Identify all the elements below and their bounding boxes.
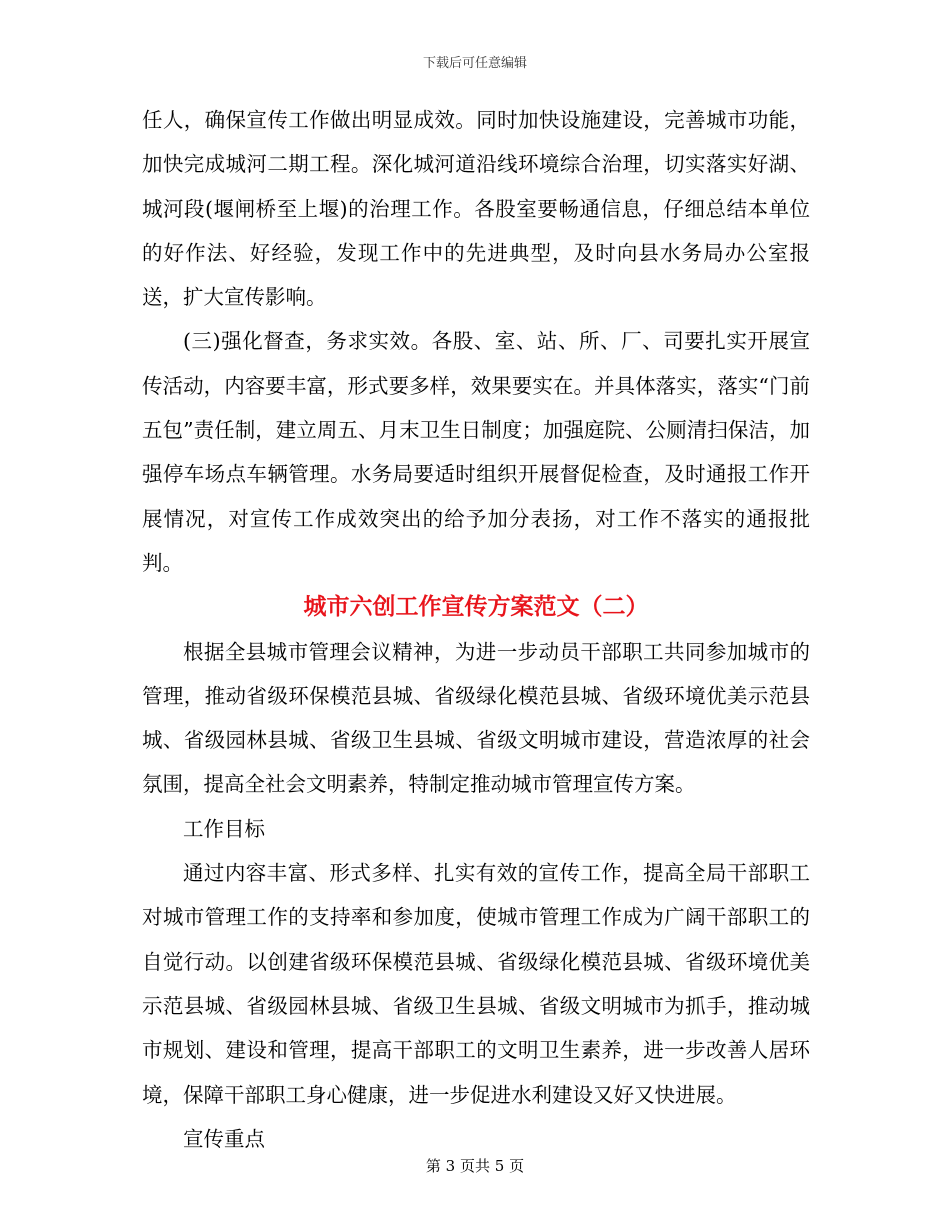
paragraph-work-goal: 通过内容丰富、形式多样、扎实有效的宣传工作，提高全局干部职工对城市管理工作的支持率和参加度，使城市管理工作成为广阔干部职工的自觉行动。以创建省级环保模范县城、省级绿化模范县城、省级环境优美示范县城、省级园林县城、省级卫生县城、省级文明城市为抓手，推动城市规划、建设和管理，提高干部职工的文明卫生素养，进一步改善人居环境，保障干部职工身心健康，进一步促进水利建设又好又快进展。	[142, 861, 810, 1107]
document-body	[142, 98, 810, 1161]
page-number: 第 3 页共 5 页	[425, 1157, 525, 1175]
section-title: 城市六创工作宣传方案范文（二）	[303, 594, 649, 621]
paragraph-continued: 任人，确保宣传工作做出明显成效。同时加快设施建设，完善城市功能，加快完成城河二期工程。深化城河道沿线环境综合治理，切实落实好湖、城河段(堰闸桥至上堰)的治理工作。各股室要畅通信息，仔细总结本单位的好作法、好经验，发现工作中的先进典型，及时向县水务局办公室报送，扩大宣传影响。	[142, 108, 810, 310]
paragraph-intro: 根据全县城市管理会议精神，为进一步动员干部职工共同参加城市的管理，推动省级环保模范县城、省级绿化模范县城、省级环境优美示范县城、省级园林县城、省级卫生县城、省级文明城市建设，营造浓厚的社会氛围，提高全社会文明素养，特制定推动城市管理宣传方案。	[142, 639, 810, 797]
subheading-publicity-focus: 宣传重点	[183, 1126, 265, 1151]
paragraph-supervision: (三)强化督查，务求实效。各股、室、站、所、厂、司要扎实开展宣传活动，内容要丰富，形式要多样，效果要实在。并具体落实，落实“门前五包”责任制，建立周五、月末卫生日制度；加强庭院、公厕清扫保洁，加强停车场点车辆管理。水务局要适时组织开展督促检查，及时通报工作开展情况，对宣传工作成效突出的给予加分表扬，对工作不落实的通报批判。	[142, 329, 810, 575]
page-header: 下载后可任意编辑	[422, 56, 527, 71]
subheading-work-goal: 工作目标	[183, 816, 265, 841]
